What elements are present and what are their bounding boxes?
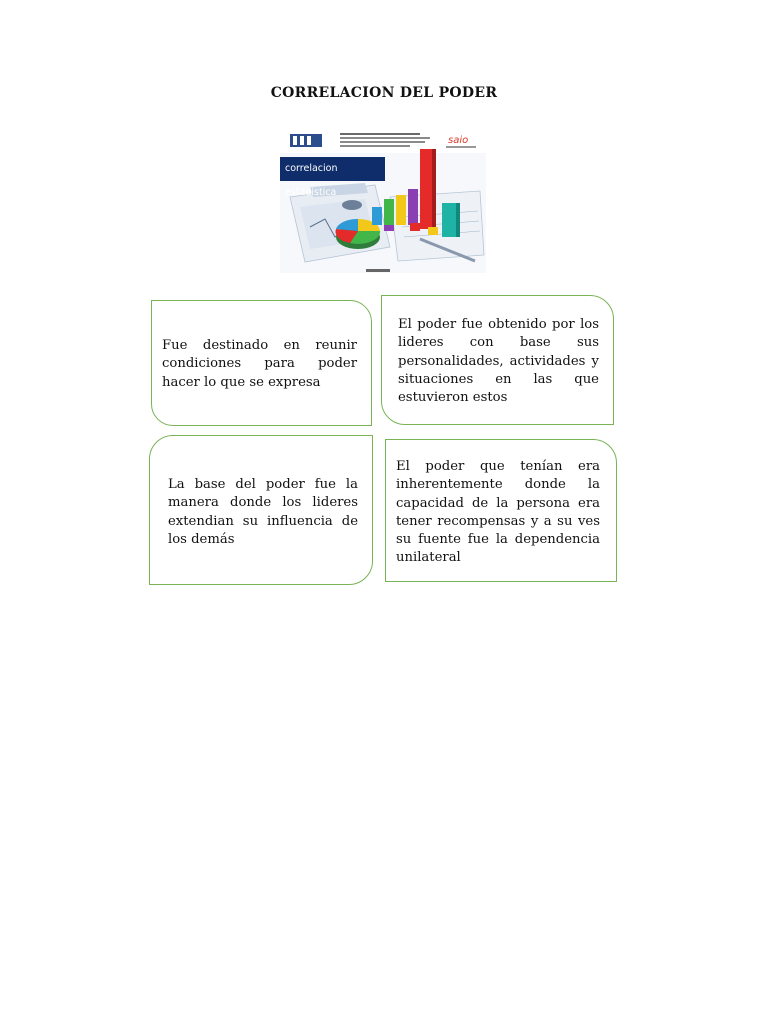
banner-label: correlacion estadistica [280,157,385,181]
text-box-3-content: La base del poder fue la manera donde los lideres extendian su influencia de los demás [168,477,358,547]
text-box-4-content: El poder que tenían era inherentemente donde la capacidad de la persona era tener recompensas y a su ves su fuente fue la dependencia unilateral [396,459,600,566]
page-title: CORRELACION DEL PODER [270,85,498,101]
text-box-1-content: Fue destinado en reunir condiciones para poder hacer lo que se expresa [162,338,357,390]
institution-logo-right: saio [448,135,469,146]
text-box-1 [151,300,372,426]
text-box-4 [385,439,617,582]
text-box-2-content: El poder fue obtenido por los lideres con base sus personalidades, actividades y situaciones en las que estuvieron estos [398,317,599,406]
text-box-2 [381,295,614,425]
statistics-illustration [280,127,486,273]
text-box-3 [149,435,373,585]
